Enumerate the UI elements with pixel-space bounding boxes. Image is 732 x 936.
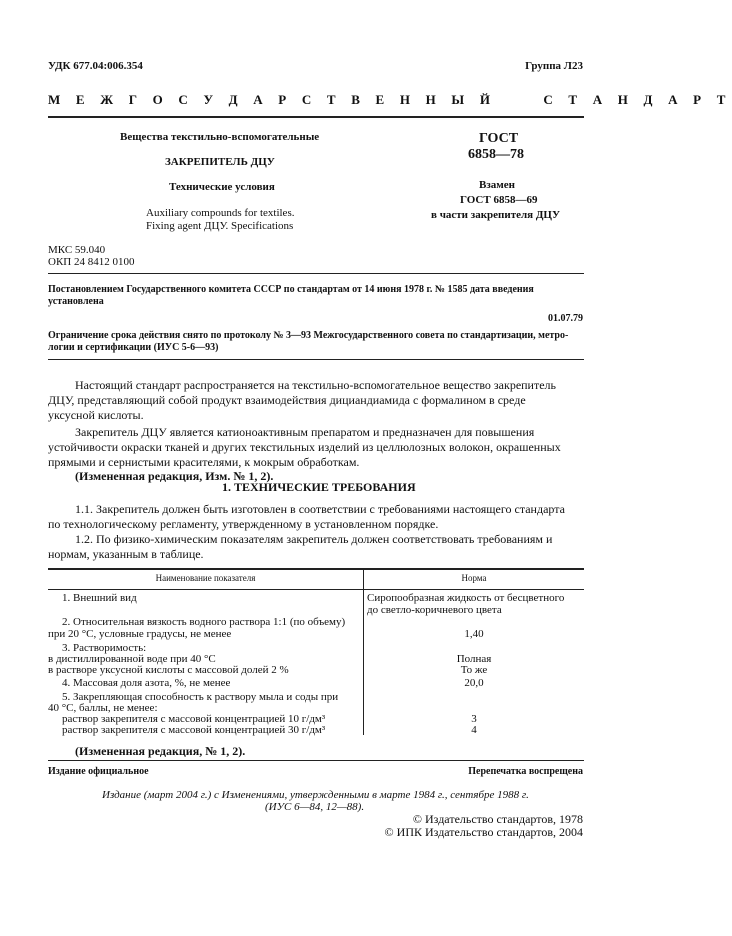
intro-p2-line3: прямыми и сернистыми красителями, к мокрым обработкам. [48, 455, 360, 469]
mks-code: МКС 59.040 [48, 244, 106, 256]
gost-label: ГОСТ [479, 131, 519, 146]
table-row3-name-line3: в растворе уксусной кислоты с массовой долей 2 % [48, 664, 289, 676]
table-row3-name-line1: 3. Растворимость: [62, 642, 147, 654]
english-title-line1: Auxiliary compounds for textiles. [146, 207, 295, 219]
decree-line1: Постановлением Государственного комитета СССР по стандартам от 14 июня 1978 г. № 1585 дата введения [48, 284, 534, 295]
table-row4-norm: 20,0 [464, 677, 484, 689]
table-row2-norm: 1,40 [464, 628, 484, 640]
decree-line2: установлена [48, 296, 104, 307]
table-row5-name-line2: 40 °С, баллы, не менее: [48, 702, 158, 714]
table-row5-norm-line2: 4 [471, 724, 477, 736]
doc-subtitle: Технические условия [169, 181, 275, 193]
section1-p11-line2: по технологическому регламенту, утвержденному в установленном порядке. [48, 517, 439, 531]
replace-label: Взамен [479, 179, 515, 191]
product-category: Вещества текстильно-вспомогательные [120, 131, 320, 143]
section1-p11-line1: 1.1. Закрепитель должен быть изготовлен в соответствии с требованиями настоящего стандарта [75, 502, 565, 516]
table-row1-norm-line2: до светло-коричневого цвета [367, 604, 502, 616]
edition-note-line2: (ИУС 6—84, 12—88). [265, 801, 365, 813]
table-amendment: (Измененная редакция, № 1, 2). [75, 744, 246, 758]
section1-p12-line2: нормам, указанным в таблице. [48, 547, 204, 561]
codes-rule [48, 273, 584, 274]
limitation-line1: Ограничение срока действия снято по протоколу № 3—93 Межгосударственного совета по стандартизации, метро- [48, 330, 569, 341]
copyright-2004: © ИПК Издательство стандартов, 2004 [384, 825, 583, 839]
table-row5-norm-line1: 3 [471, 713, 477, 725]
table-row3-norm-line1: Полная [456, 653, 492, 665]
intro-p1-line1: Настоящий стандарт распространяется на текстильно-вспомогательное вещество закрепитель [75, 378, 557, 392]
udk-code: УДК 677.04:006.354 [48, 60, 143, 72]
official-edition: Издание официальное [48, 766, 149, 777]
decree-date: 01.07.79 [548, 313, 583, 324]
limitation-line2: логии и сертификации (ИУС 5-6—93) [48, 342, 219, 353]
english-title-line2: Fixing agent ДЦУ. Specifications [146, 220, 294, 232]
table-header-rule [48, 589, 584, 590]
table-row2-name-line1: 2. Относительная вязкость водного раствора 1:1 (по объему) [62, 616, 346, 628]
table-row5-name-line4: раствор закрепителя с массовой концентрацией 30 г/дм³ [62, 724, 326, 736]
copyright-1978: © Издательство стандартов, 1978 [412, 812, 583, 826]
table-row5-name-line3: раствор закрепителя с массовой концентрацией 10 г/дм³ [62, 713, 326, 725]
table-row5-name-line1: 5. Закрепляющая способность к раствору мыла и соды при [62, 691, 339, 703]
okp-code: ОКП 24 8412 0100 [48, 256, 135, 268]
gost-number: 6858—78 [468, 147, 524, 162]
intro-p1-line2: ДЦУ, представляющий собой продукт взаимодействия дициандиамида с формалином в среде [48, 393, 526, 407]
intro-p1-line3: уксусной кислоты. [48, 408, 144, 422]
limitation-rule [48, 359, 584, 360]
product-name: ЗАКРЕПИТЕЛЬ ДЦУ [165, 156, 275, 168]
intro-p2-line1: Закрепитель ДЦУ является катионоактивным препаратом и предназначен для повышения [75, 425, 535, 439]
group-code: Группа Л23 [525, 60, 583, 72]
header-rule [48, 116, 584, 118]
table-row4-name: 4. Массовая доля азота, %, не менее [62, 677, 231, 689]
table-header-norm: Норма [461, 573, 487, 583]
table-row1-name: 1. Внешний вид [62, 592, 137, 604]
table-row1-norm-line1: Сиропообразная жидкость от бесцветного [367, 592, 565, 604]
section1-heading: 1. ТЕХНИЧЕСКИЕ ТРЕБОВАНИЯ [222, 480, 416, 494]
replace-gost: ГОСТ 6858—69 [460, 194, 538, 206]
intro-p2-line2: устойчивости окраски тканей и других текстильных изделий из целлюлозных волокон, окрашенных [48, 440, 561, 454]
table-row3-name-line2: в дистиллированной воде при 40 °С [48, 653, 216, 665]
replace-note: в части закрепителя ДЦУ [431, 209, 561, 221]
reprint-prohibited: Перепечатка воспрещена [468, 766, 583, 777]
table-row3-norm-line2: То же [460, 664, 488, 676]
table-header-name: Наименование показателя [155, 573, 256, 583]
intro-amendment: (Измененная редакция, Изм. № 1, 2). [75, 469, 274, 483]
section1-p12-line1: 1.2. По физико-химическим показателям закрепитель должен соответствовать требованиям и [75, 532, 553, 546]
edition-note-line1: Издание (март 2004 г.) с Изменениями, утвержденными в марте 1984 г., сентябре 1988 г. [102, 789, 529, 801]
table-top-rule [48, 568, 584, 570]
footer-rule [48, 760, 584, 761]
table-row2-name-line2: при 20 °С, условные градусы, не менее [48, 628, 232, 640]
standard-banner: М Е Ж Г О С У Д А Р С Т В Е Н Н Ы Й С Т А Н Д А Р Т [48, 92, 732, 107]
